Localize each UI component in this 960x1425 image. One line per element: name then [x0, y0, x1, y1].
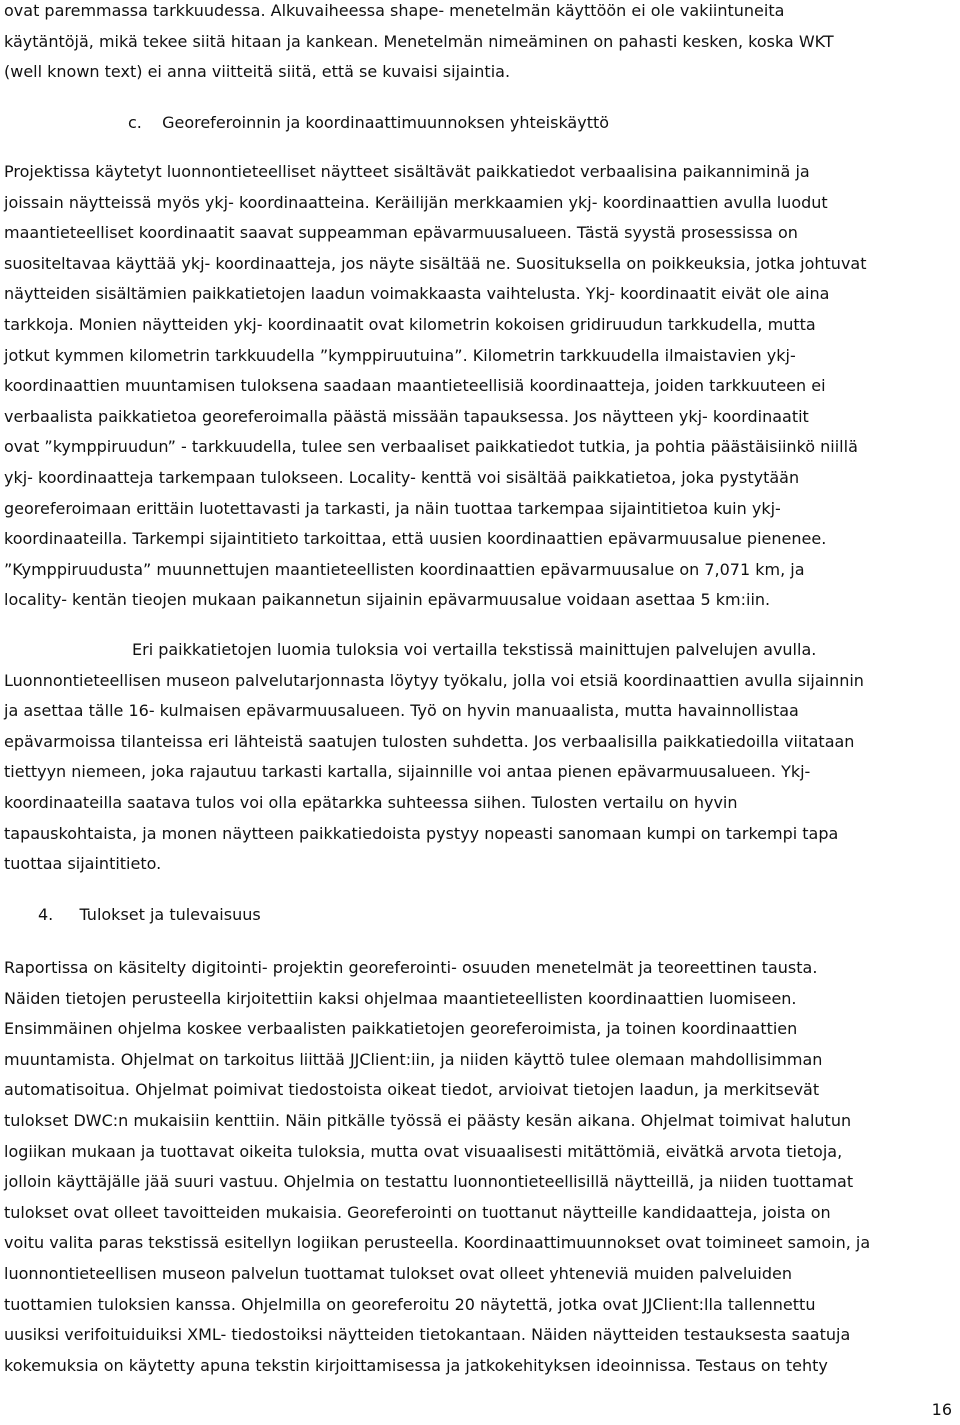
- text-line: tarkkoja. Monien näytteiden ykj- koordinaatit ovat kilometrin kokoisen gridiruudun tarkkudella, mutta: [4, 314, 816, 334]
- text-line: tulokset ovat olleet tavoitteiden mukaisia. Georeferointi on tuottanut näytteille kandidaatteja, joista on: [4, 1202, 831, 1222]
- text-line: koordinaateilla. Tarkempi sijaintitieto tarkoittaa, että uusien koordinaattien epävarmuusalue pienenee.: [4, 529, 827, 549]
- text-line: luonnontieteellisen museon palvelun tuottamat tulokset ovat olleet yhteneviä muiden palveluiden: [4, 1263, 793, 1283]
- text-line: koordinaattien muuntamisen tuloksena saadaan maantieteellisiä koordinaatteja, joiden tarkkuuteen ei: [4, 376, 826, 396]
- text-line: epävarmoissa tilanteissa eri lähteistä saatujen tulosten suhdetta. Jos verbaalisilla paikkatiedoilla viitataan: [4, 731, 855, 751]
- text-line: Eri paikkatietojen luomia tuloksia voi vertailla tekstissä mainittujen palvelujen avulla.: [132, 640, 817, 659]
- text-line: voitu valita paras tekstissä esitellyn logiikan perusteella. Koordinaattimuunnokset ovat toimineet samoin, ja: [4, 1233, 871, 1253]
- text-line: Näiden tietojen perusteella kirjoitettiin kaksi ohjelmaa maantieteellisten koordinaattien luomiseen.: [4, 988, 797, 1008]
- text-line: ovat ”kymppiruudun” - tarkkuudella, tulee sen verbaaliset paikkatiedot tutkia, ja pohtia päästäisiinkö niillä: [4, 437, 858, 457]
- text-line: näytteiden sisältämien paikkatietojen laadun voimakkaasta vaihtelusta. Ykj- koordinaatit eivät ole aina: [4, 284, 830, 304]
- text-line: jotkut kymmen kilometrin tarkkuudella ”kymppiruutuina”. Kilometrin tarkkuudella ilmaistavien ykj-: [4, 345, 796, 365]
- text-line: joissain näytteissä myös ykj- koordinaatteina. Keräilijän merkkaamien ykj- koordinaattien avulla luodut: [4, 192, 828, 212]
- text-line: koordinaateilla saatava tulos voi olla epätarkka suhteessa siihen. Tulosten vertailu on hyvin: [4, 792, 738, 812]
- text-line: tapauskohtaista, ja monen näytteen paikkatiedoista pystyy nopeasti sanomaan kumpi on tarkempi tapa: [4, 823, 839, 843]
- text-line: tuottaa sijaintitieto.: [4, 854, 162, 874]
- text-line: logiikan mukaan ja tuottavat oikeita tuloksia, mutta ovat visuaalisesti mitättömiä, eivätkä arvota tietoja,: [4, 1141, 843, 1161]
- text-line: ykj- koordinaatteja tarkempaan tulokseen. Locality- kenttä voi sisältää paikkatietoa, joka pystytään: [4, 467, 800, 487]
- section-marker: 4.: [38, 905, 54, 924]
- section-title: Tulokset ja tulevaisuus: [79, 905, 261, 924]
- text-line: automatisoitua. Ohjelmat poimivat tiedostoista oikeat tiedot, arvioivat tietojen laadun, ja merkitsevät: [4, 1080, 820, 1100]
- text-line: Ensimmäinen ohjelma koskee verbaalisten paikkatietojen georeferoimista, ja toinen koordinaattien: [4, 1019, 798, 1039]
- paragraph-3: [4, 635, 952, 880]
- text-line: tulokset DWC:n mukaisiin kenttiin. Näin pitkälle työssä ei päästy kesän aikana. Ohjelmat toimivat halutun: [4, 1110, 852, 1130]
- text-line: suositeltavaa käyttää ykj- koordinaatteja, jos näyte sisältää ne. Suosituksella on poikkeuksia, jotka johtuvat: [4, 253, 867, 273]
- text-line: kokemuksia on käytetty apuna tekstin kirjoittamisessa ja jatkokehityksen ideoinnissa. Testaus on tehty: [4, 1355, 828, 1375]
- paragraph-1: [4, 0, 952, 88]
- text-line: käytäntöjä, mikä tekee siitä hitaan ja kankean. Menetelmän nimeäminen on pahasti kesken, koska WKT: [4, 31, 834, 51]
- section-marker: c.: [128, 113, 142, 132]
- text-line: maantieteelliset koordinaatit saavat suppeamman epävarmuusalueen. Tästä syystä prosessissa on: [4, 223, 798, 243]
- paragraph-2: [4, 157, 952, 616]
- text-line: muuntamista. Ohjelmat on tarkoitus liittää JJClient:iin, ja niiden käyttö tulee olemaan mahdollisimman: [4, 1049, 823, 1069]
- paragraph-4: [4, 953, 952, 1381]
- section-heading-c: [128, 113, 609, 132]
- text-line: jolloin käyttäjälle jää suuri vastuu. Ohjelmia on testattu luonnontieteellisillä näytteillä, ja niiden tuottamat: [4, 1172, 854, 1192]
- text-line: ovat paremmassa tarkkuudessa. Alkuvaiheessa shape- menetelmän käyttöön ei ole vakiintuneita: [4, 1, 785, 20]
- text-line: Raportissa on käsitelty digitointi- projektin georeferointi- osuuden menetelmät ja teoreettinen tausta.: [4, 958, 818, 977]
- section-heading-4: [38, 905, 261, 924]
- text-line: georeferoimaan erittäin luotettavasti ja tarkasti, ja näin tuottaa tarkempaa sijaintitietoa kuin ykj-: [4, 498, 781, 518]
- text-line: (well known text) ei anna viitteitä siitä, että se kuvaisi sijaintia.: [4, 62, 511, 82]
- text-line: tiettyyn niemeen, joka rajautuu tarkasti kartalla, sijainnille voi antaa pienen epävarmuusalueen. Ykj-: [4, 762, 811, 782]
- text-line: Projektissa käytetyt luonnontieteelliset näytteet sisältävät paikkatiedot verbaalisina paikanniminä ja: [4, 162, 810, 181]
- text-line: ja asettaa tälle 16- kulmaisen epävarmuusalueen. Työ on hyvin manuaalista, mutta havainnollistaa: [4, 701, 799, 721]
- page-number: 16: [931, 1400, 952, 1419]
- section-title: Georeferoinnin ja koordinaattimuunnoksen yhteiskäyttö: [162, 113, 610, 132]
- text-line: locality- kentän tieojen mukaan paikannetun sijainin epävarmuusalue voidaan asettaa 5 km:iin.: [4, 590, 771, 610]
- text-line: verbaalista paikkatietoa georeferoimalla päästä missään tapauksessa. Jos näytteen ykj- koordinaatit: [4, 406, 809, 426]
- text-line: uusiksi verifoituiduiksi XML- tiedostoiksi näytteiden tietokantaan. Näiden näytteiden testauksesta saatuja: [4, 1325, 851, 1345]
- text-line: ”Kymppiruudusta” muunnettujen maantieteellisten koordinaattien epävarmuusalue on 7,071 km, ja: [4, 559, 805, 579]
- text-line: Luonnontieteellisen museon palvelutarjonnasta löytyy työkalu, jolla voi etsiä koordinaattien avulla sijainnin: [4, 670, 864, 690]
- text-line: tuottamien tuloksien kanssa. Ohjelmilla on georeferoitu 20 näytettä, jotka ovat JJClient:lla tallennettu: [4, 1294, 816, 1314]
